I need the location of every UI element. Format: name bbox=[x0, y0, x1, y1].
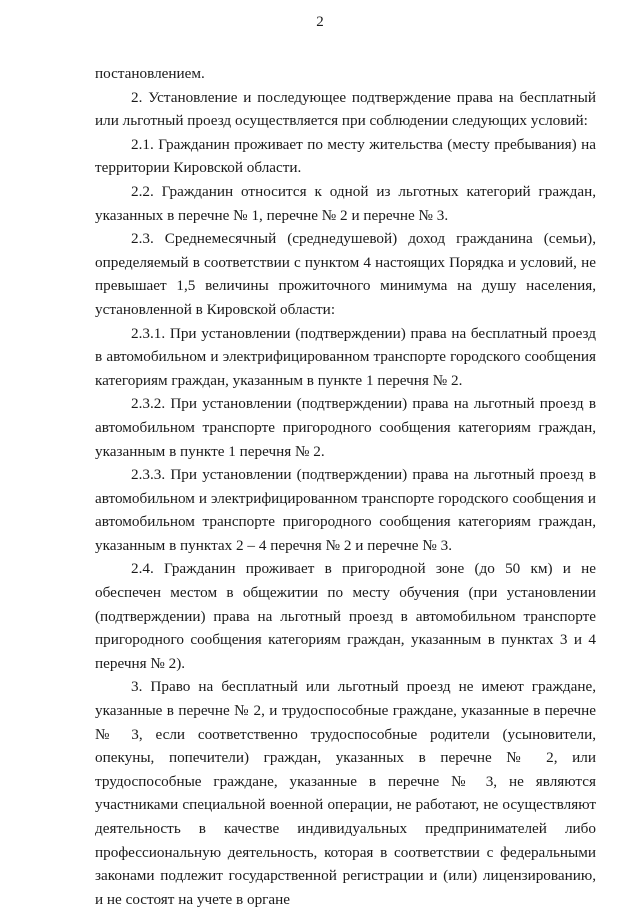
paragraph-2-3: 2.3. Среднемесячный (среднедушевой) доход гражданина (семьи), определяемый в соответствии с пунктом 4 настоящих Порядка и условий, не превышает 1,5 величины прожиточного минимума на душу населения, установленной в Кировской области: bbox=[95, 230, 596, 318]
paragraph-2-4: 2.4. Гражданин проживает в пригородной зоне (до 50 км) и не обеспечен местом в общежитии по месту обучения (при установлении (подтверждении) права на льготный проезд в автомобильном транспорте пригородного сообщения категориям граждан, указанным в пунктах 3 и 4 перечня № 2). bbox=[95, 560, 596, 672]
paragraph-2-3-1: 2.3.1. При установлении (подтверждении) права на бесплатный проезд в автомобильном и электрифицированном транспорте городского сообщения категориям граждан, указанным в пункте 1 перечня № 2. bbox=[95, 324, 596, 389]
paragraph-continuation: постановлением. bbox=[95, 65, 205, 82]
paragraph-2-2: 2.2. Гражданин относится к одной из льготных категорий граждан, указанных в перечне № 1, перечне № 2 и перечне № 3. bbox=[95, 182, 596, 224]
paragraph-2-1: 2.1. Гражданин проживает по месту жительства (месту пребывания) на территории Кировской области. bbox=[95, 135, 596, 177]
paragraph-3: 3. Право на бесплатный или льготный проезд не имеют граждане, указанные в перечне № 2, и трудоспособные граждане, указанные в перечне № 3, если соответственно трудоспособные родители (усыновители, опекуны, попечители) граждан, указанных в перечне № 2, или трудоспособные граждане, указанные в перечне № 3, не являются участниками специальной военной операции, не работают, не осуществляют деятельность в качестве индивидуальных предпринимателей либо профессиональную деятельность, которая в соответствии с федеральными законами подлежит государственной регистрации и (или) лицензированию, и не состоят на учете в органе bbox=[95, 678, 596, 908]
paragraph-2-3-3: 2.3.3. При установлении (подтверждении) права на льготный проезд в автомобильном и электрифицированном транспорте городского сообщения и автомобильном транспорте пригородного сообщения категориям граждан, указанным в пунктах 2 – 4 перечня № 2 и перечне № 3. bbox=[95, 466, 596, 554]
paragraph-2-3-2: 2.3.2. При установлении (подтверждении) права на льготный проезд в автомобильном транспорте пригородного сообщения категориям граждан, указанным в пункте 1 перечня № 2. bbox=[95, 395, 596, 460]
paragraph-2: 2. Установление и последующее подтверждение права на бесплатный или льготный проезд осуществляется при соблюдении следующих условий: bbox=[95, 88, 596, 130]
document-body bbox=[95, 62, 596, 911]
page-number: 2 bbox=[316, 14, 324, 30]
